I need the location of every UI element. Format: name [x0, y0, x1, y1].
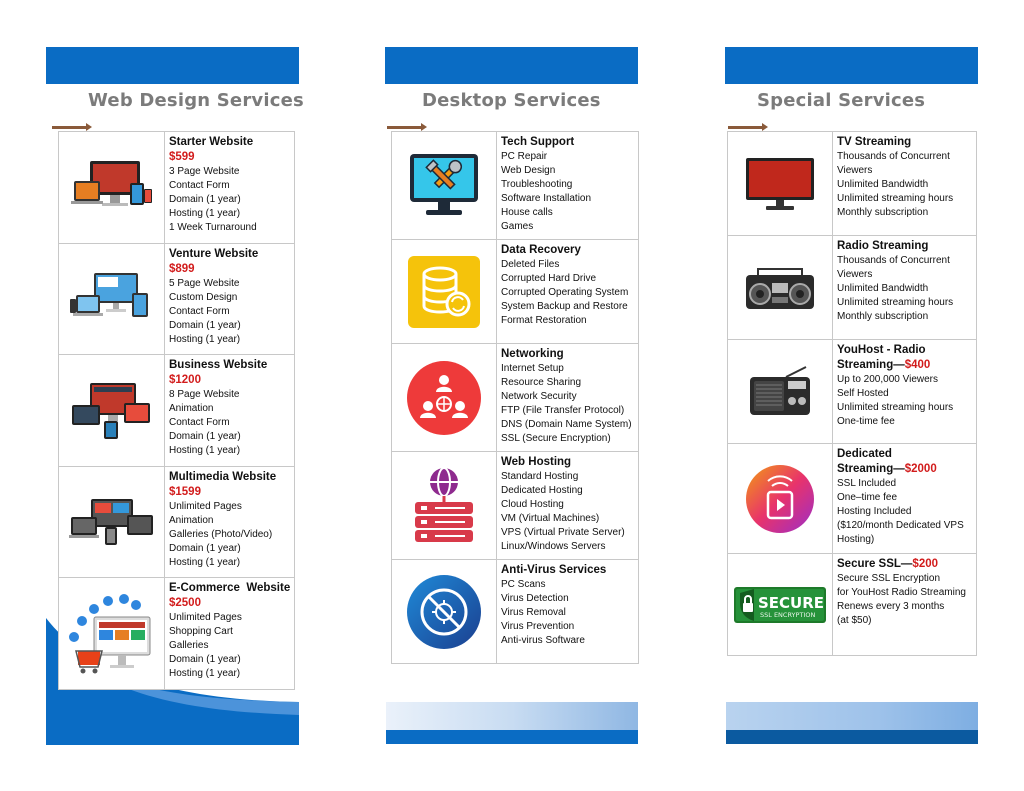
service-feature: Contact Form — [169, 416, 230, 428]
table-row — [728, 554, 977, 656]
service-feature: House calls — [501, 206, 553, 218]
server-globe-icon — [411, 466, 477, 546]
service-feature: for YouHost Radio Streaming — [837, 586, 966, 598]
service-feature: Virus Removal — [501, 606, 566, 618]
badge-ssl-text: SSL ENCRYPTION — [760, 610, 816, 619]
service-feature: Unlimited streaming hours — [837, 401, 954, 413]
service-feature: Hosting (1 year) — [169, 207, 241, 219]
antivirus-shield-icon — [406, 574, 482, 650]
table-row — [59, 467, 295, 578]
panel3-top-bar — [725, 47, 978, 84]
service-feature: Contact Form — [169, 179, 230, 191]
panel3-bottom-bar — [726, 730, 978, 744]
service-feature: Hosting (1 year) — [169, 667, 241, 679]
database-recovery-icon — [408, 256, 480, 328]
service-feature: ($120/month Dedicated VPS — [837, 519, 964, 531]
tools-monitor-icon — [408, 150, 480, 222]
service-feature: Monthly subscription — [837, 206, 929, 218]
service-feature: Domain (1 year) — [169, 319, 241, 331]
table-row — [59, 132, 295, 244]
service-feature: Hosting (1 year) — [169, 444, 241, 456]
panel1-title: Web Design Services — [88, 90, 304, 111]
service-feature: Hosting (1 year) — [169, 333, 241, 345]
service-feature: Virus Detection — [501, 592, 569, 604]
service-feature: Anti-virus Software — [501, 634, 585, 646]
service-title: Multimedia Website — [169, 471, 277, 483]
service-feature: VPS (Virtual Private Server) — [501, 526, 625, 538]
service-feature: Deleted Files — [501, 259, 560, 270]
table-row — [728, 236, 977, 340]
table-row — [392, 344, 639, 452]
service-feature: Games — [501, 220, 534, 232]
service-price: $2000 — [904, 463, 937, 475]
service-feature: Up to 200,000 Viewers — [837, 374, 938, 385]
service-title-price-line — [837, 557, 972, 572]
service-feature: Domain (1 year) — [169, 193, 241, 205]
service-feature: Unlimited Pages — [169, 612, 242, 623]
business-devices-icon — [70, 381, 154, 441]
service-feature: (at $50) — [837, 614, 872, 626]
service-feature: Virus Prevention — [501, 620, 575, 632]
service-title: YouHost - Radio — [837, 344, 926, 356]
service-price: $1599 — [169, 486, 201, 498]
service-feature: Self Hosted — [837, 387, 889, 399]
service-feature: Renews every 3 months — [837, 600, 945, 612]
service-feature: PC Scans — [501, 579, 546, 590]
service-feature: Cloud Hosting — [501, 498, 564, 510]
service-title: Starter Website — [169, 136, 254, 148]
service-price: $1200 — [169, 374, 201, 386]
panel1-top-bar — [46, 47, 299, 84]
service-feature: One–time fee — [837, 491, 898, 503]
service-feature: One-time fee — [837, 415, 895, 427]
service-feature: 3 Page Website — [169, 166, 240, 177]
boombox-icon — [744, 265, 816, 311]
service-title: Web Hosting — [501, 456, 572, 468]
tv-icon — [744, 156, 816, 212]
service-feature: FTP (File Transfer Protocol) — [501, 404, 625, 416]
panel3-title: Special Services — [757, 90, 926, 111]
table-row — [392, 240, 639, 344]
service-title: Dedicated — [837, 448, 892, 460]
service-feature: Unlimited streaming hours — [837, 296, 954, 308]
service-feature: Viewers — [837, 268, 873, 280]
service-title: Networking — [501, 348, 564, 360]
service-feature: Galleries — [169, 639, 209, 651]
service-feature: 5 Page Website — [169, 278, 240, 289]
service-feature: Web Design — [501, 164, 556, 176]
table-row — [392, 132, 639, 240]
service-title: Radio Streaming — [837, 240, 929, 252]
service-feature: Shopping Cart — [169, 625, 233, 637]
service-feature: Internet Setup — [501, 363, 564, 374]
retro-radio-icon — [746, 365, 814, 419]
service-feature: Unlimited Pages — [169, 501, 242, 512]
service-title-price-line — [837, 358, 972, 373]
service-feature: SSL (Secure Encryption) — [501, 432, 611, 444]
panel1-service-table — [58, 131, 295, 690]
panel2-top-bar — [385, 47, 638, 84]
service-feature: Galleries (Photo/Video) — [169, 528, 273, 540]
service-title: TV Streaming — [837, 136, 912, 148]
table-row — [392, 452, 639, 560]
service-feature: Troubleshooting — [501, 178, 573, 190]
service-feature: Corrupted Hard Drive — [501, 272, 597, 284]
video-stream-icon — [745, 464, 815, 534]
service-feature: Domain (1 year) — [169, 653, 241, 665]
panel2-arrow-decoration — [387, 126, 423, 129]
service-feature: Resource Sharing — [501, 376, 582, 388]
table-row — [392, 560, 639, 664]
secure-ssl-badge-icon — [734, 585, 826, 625]
service-feature: 1 Week Turnaround — [169, 221, 257, 233]
service-feature: Format Restoration — [501, 314, 587, 326]
table-row — [59, 244, 295, 355]
service-title: Data Recovery — [501, 244, 581, 256]
service-feature: 8 Page Website — [169, 389, 240, 400]
table-row — [59, 355, 295, 467]
service-feature: Viewers — [837, 164, 873, 176]
service-feature: Hosting (1 year) — [169, 556, 241, 568]
service-feature: DNS (Domain Name System) — [501, 418, 632, 430]
table-row — [728, 132, 977, 236]
service-feature: Domain (1 year) — [169, 430, 241, 442]
service-feature: Monthly subscription — [837, 310, 929, 322]
service-feature: Dedicated Hosting — [501, 484, 583, 496]
service-feature: System Backup and Restore — [501, 300, 628, 312]
service-feature: Custom Design — [169, 291, 238, 303]
service-price: $400 — [904, 359, 931, 371]
service-title-part: Secure SSL— — [837, 558, 913, 570]
service-title: Business Website — [169, 359, 268, 371]
service-feature: Software Installation — [501, 192, 592, 204]
service-feature: Unlimited streaming hours — [837, 192, 954, 204]
table-row — [59, 578, 295, 690]
desktop-devices-icon — [70, 157, 154, 219]
panel2-title: Desktop Services — [422, 90, 601, 111]
service-feature: Network Security — [501, 390, 577, 402]
service-feature: Unlimited Bandwidth — [837, 178, 929, 190]
service-price: $899 — [169, 263, 195, 275]
service-feature: VM (Virtual Machines) — [501, 512, 600, 524]
network-people-icon — [406, 360, 482, 436]
service-title: Anti-Virus Services — [501, 564, 607, 576]
service-feature: PC Repair — [501, 151, 548, 162]
service-feature: Secure SSL Encryption — [837, 573, 941, 584]
multimedia-devices-icon — [69, 497, 155, 547]
service-feature: Domain (1 year) — [169, 542, 241, 554]
panel2-bottom-bar — [386, 730, 638, 744]
service-title-price-line — [837, 462, 972, 477]
responsive-devices-icon — [70, 269, 154, 329]
service-feature: Thousands of Concurrent — [837, 151, 950, 162]
panel1-arrow-decoration — [52, 126, 88, 129]
panel2-service-table — [391, 131, 639, 664]
service-title: Tech Support — [501, 136, 575, 148]
badge-secure-text: SECURE — [758, 593, 825, 612]
service-price: $2500 — [169, 597, 201, 609]
service-feature: Contact Form — [169, 305, 230, 317]
service-feature: Hosting) — [837, 533, 875, 545]
service-price: $599 — [169, 151, 195, 163]
panel2-bottom-gradient — [386, 702, 638, 730]
service-feature: Hosting Included — [837, 505, 912, 517]
service-feature: Linux/Windows Servers — [501, 540, 606, 552]
panel3-service-table — [727, 131, 977, 656]
panel3-bottom-gradient — [726, 702, 978, 730]
service-feature: Animation — [169, 402, 214, 414]
service-feature: Animation — [169, 514, 214, 526]
ecommerce-computer-icon — [64, 591, 160, 677]
service-title-part: Streaming— — [837, 359, 905, 371]
service-feature: Standard Hosting — [501, 471, 579, 482]
service-feature: Unlimited Bandwidth — [837, 282, 929, 294]
service-feature: Corrupted Operating System — [501, 286, 629, 298]
service-price: $200 — [912, 558, 939, 570]
service-feature: Thousands of Concurrent — [837, 255, 950, 266]
service-title: Venture Website — [169, 248, 259, 260]
panel3-arrow-decoration — [728, 126, 764, 129]
service-title-part: Streaming— — [837, 463, 905, 475]
service-feature: SSL Included — [837, 478, 897, 489]
table-row — [728, 340, 977, 444]
service-title: E-Commerce Website — [169, 582, 291, 594]
table-row — [728, 444, 977, 554]
